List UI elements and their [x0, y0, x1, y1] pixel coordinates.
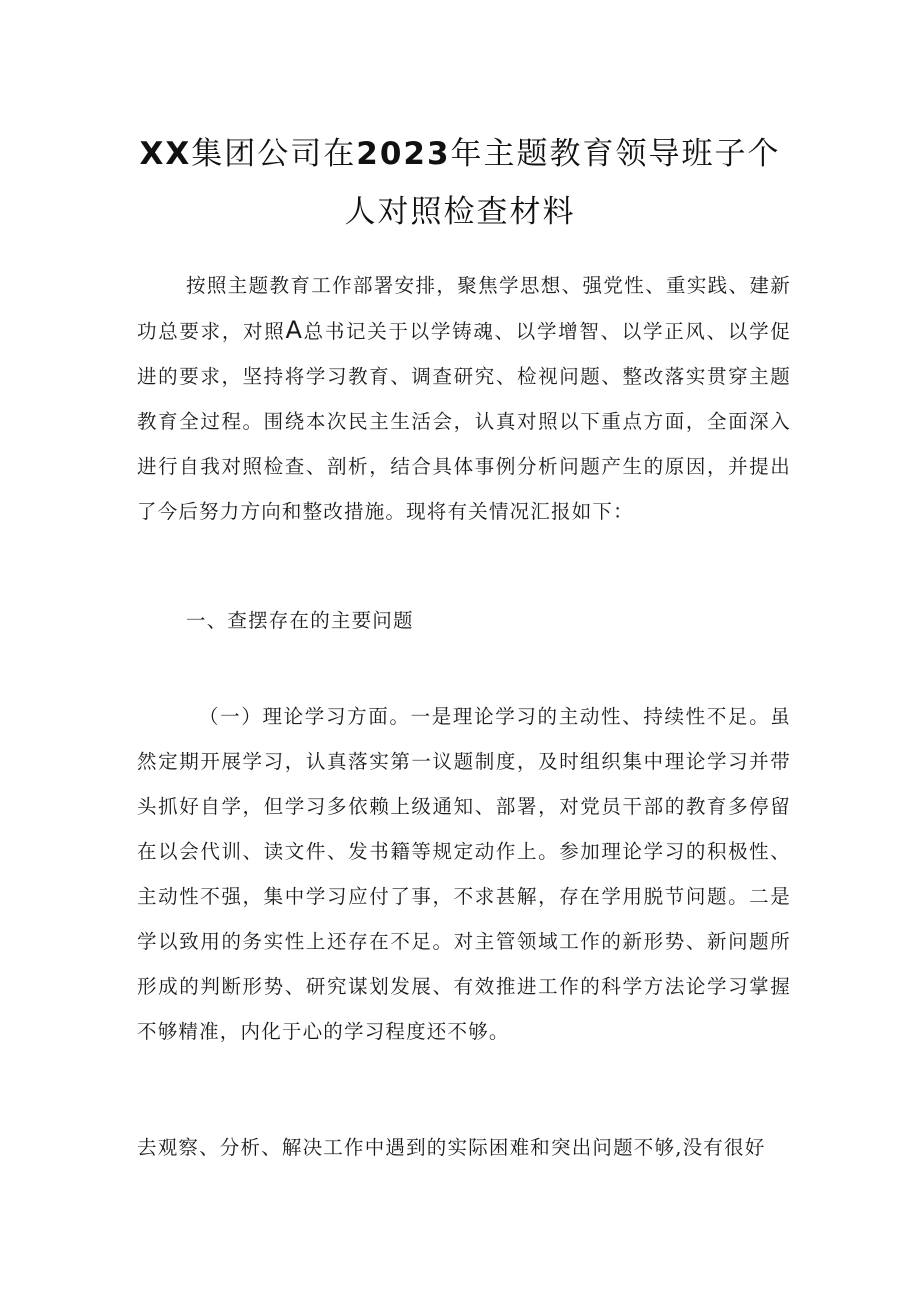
title-mid: 集团公司在: [191, 136, 357, 172]
section-heading: 一、查摆存在的主要问题: [186, 609, 414, 632]
document-title-line1: [0, 128, 920, 173]
title-year: 2023: [356, 136, 451, 172]
document-title-line2: 人对照检查材料: [344, 194, 576, 230]
intro-text-part2: 总书记关于以学铸魂、以学增智、以学正风、以学促进的要求，坚持将学习教育、调查研究、检视问题、整改落实贯穿主题教育全过程。围绕本次民主生活会，认真对照以下重点方面，全面深入进行自我对照检查、剖析，结合具体事例分析问题产生的原因，并提出了今后努力方向和整改措施。现将有关情况汇报如下：: [137, 320, 791, 523]
intro-paragraph: [137, 263, 791, 534]
title-prefix: XX: [139, 136, 192, 172]
intro-text-part1: 按照主题教育工作部署安排，聚焦学思想、强党性、重实践、建新功总要求，对照: [137, 274, 791, 343]
section-item-paragraph: （一）理论学习方面。一是理论学习的主动性、持续性不足。虽然定期开展学习，认真落实第一议题制度，及时组织集中理论学习并带头抓好自学，但学习多依赖上级通知、部署，对党员干部的教育多停留在以会代训、读文件、发书籍等规定动作上。参加理论学习的积极性、主动性不强，集中学习应付了事，不求甚解，存在学用脱节问题。二是学以致用的务实性上还存在不足。对主管领域工作的新形势、新问题所形成的判断形势、研究谋划发展、有效推进工作的科学方法论学习掌握不够精准，内化于心的学习程度还不够。: [137, 705, 791, 1043]
continuation-paragraph: 去观察、分析、解决工作中遇到的实际困难和突出问题不够,没有很好: [137, 1136, 766, 1159]
title-suffix: 年主题教育领导班子个: [450, 136, 781, 172]
intro-capital-letter: A: [285, 316, 304, 344]
